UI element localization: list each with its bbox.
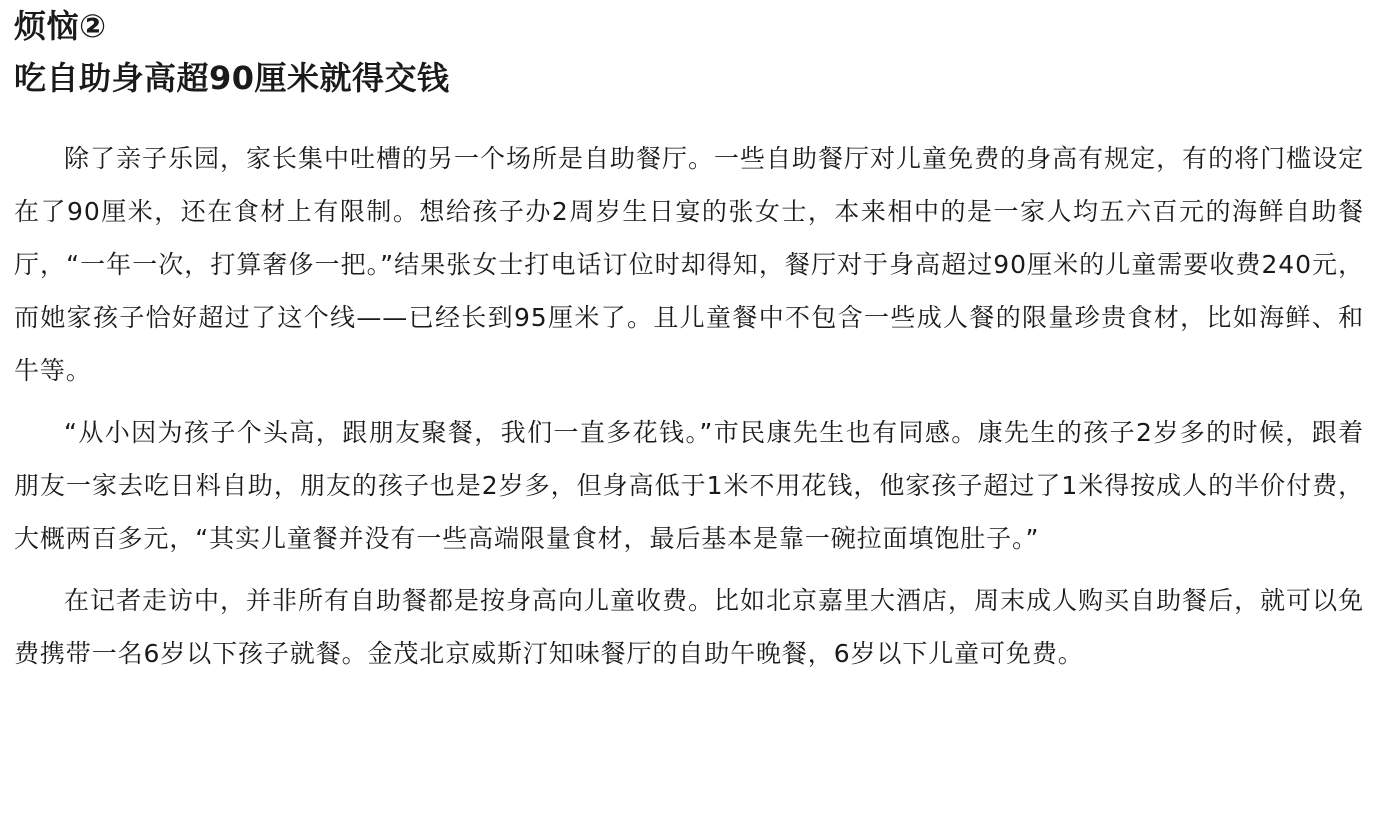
paragraph-kang-experience: “从小因为孩子个头高，跟朋友聚餐，我们一直多花钱。”市民康先生也有同感。康先生的孩子2岁多的时候，跟着朋友一家去吃日料自助，朋友的孩子也是2岁多，但身高低于1米不用花钱，他家孩子超过了1米得按成人的半价付费，大概两百多元，“其实儿童餐并没有一些高端限量食材，最后基本是靠一碗拉面填饱肚子。” bbox=[14, 418, 1364, 553]
paragraph-age-based-policy: 在记者走访中，并非所有自助餐都是按身高向儿童收费。比如北京嘉里大酒店，周末成人购买自助餐后，就可以免费携带一名6岁以下孩子就餐。金茂北京威斯汀知味餐厅的自助午晚餐，6岁以下儿童可免费。 bbox=[14, 586, 1364, 668]
section-heading-title: 吃自助身高超90厘米就得交钱 bbox=[14, 59, 450, 97]
section-heading-label: 烦恼② bbox=[14, 7, 107, 45]
paragraph-buffet-height-rule: 除了亲子乐园，家长集中吐槽的另一个场所是自助餐厅。一些自助餐厅对儿童免费的身高有规定，有的将门槛设定在了90厘米，还在食材上有限制。想给孩子办2周岁生日宴的张女士，本来相中的是一家人均五六百元的海鲜自助餐厅，“一年一次，打算奢侈一把。”结果张女士打电话订位时却得知，餐厅对于身高超过90厘米的儿童需要收费240元，而她家孩子恰好超过了这个线——已经长到95厘米了。且儿童餐中不包含一些成人餐的限量珍贵食材，比如海鲜、和牛等。 bbox=[14, 144, 1364, 385]
section-heading bbox=[14, 0, 1364, 104]
